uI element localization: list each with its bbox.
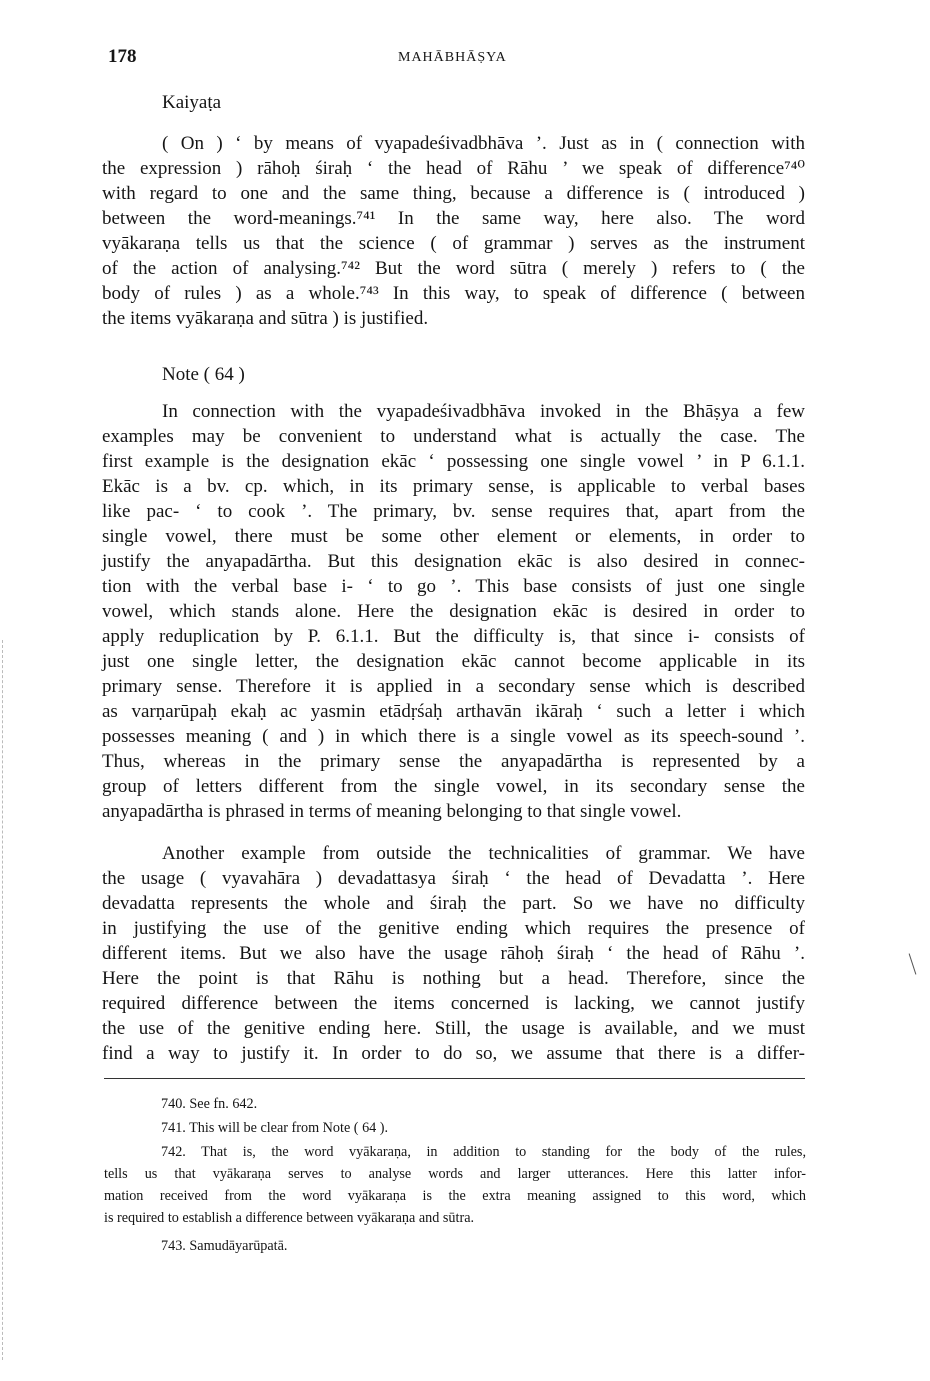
text-line: vowel, which stands alone. Here the designation ekāc is desired in order to	[102, 601, 805, 622]
text-line: in justifying the use of the genitive ending which requires the presence of	[102, 918, 805, 939]
text-line: Ekāc is a bv. cp. which, in its primary sense, is applicable to verbal bases	[102, 476, 805, 497]
text-line: first example is the designation ekāc ‘ possessing one single vowel ’ in P 6.1.1.	[102, 451, 805, 472]
text-line: single vowel, there must be some other element or elements, in order to	[102, 526, 805, 547]
text-line: of the action of analysing.⁷⁴² But the word sūtra ( merely ) refers to ( the	[102, 258, 805, 279]
text-line: the expression ) rāhoḥ śiraḥ ‘ the head of Rāhu ’ we speak of difference⁷⁴⁰	[102, 158, 805, 179]
footnote-line: 741. This will be clear from Note ( 64 ).	[161, 1120, 389, 1136]
text-line: examples may be convenient to understand what is actually the case. The	[102, 426, 805, 447]
text-line: primary sense. Therefore it is applied in a secondary sense which is described	[102, 676, 805, 697]
text-line: anyapadārtha is phrased in terms of meaning belonging to that single vowel.	[102, 801, 682, 822]
text-line: devadatta represents the whole and śiraḥ the part. So we have no difficulty	[102, 893, 805, 914]
page-header	[108, 46, 808, 70]
text-line: Here the point is that Rāhu is nothing but a head. Therefore, since the	[102, 968, 805, 989]
footnote-743	[104, 1235, 806, 1257]
note-paragraph-2	[102, 841, 805, 1066]
text-line: the items vyākaraṇa and sūtra ) is justified.	[102, 308, 429, 329]
note-paragraph-1	[102, 399, 805, 824]
text-line: find a way to justify it. In order to do so, we assume that there is a differ-	[102, 1043, 805, 1064]
footnote-740	[104, 1093, 806, 1115]
text-line: just one single letter, the designation ekāc cannot become applicable in its	[102, 651, 805, 672]
footnote-742	[104, 1141, 806, 1229]
text-line: Another example from outside the technicalities of grammar. We have	[162, 843, 805, 864]
text-line: the usage ( vyavahāra ) devadattasya śiraḥ ‘ the head of Devadatta ’. Here	[102, 868, 805, 889]
text-line: body of rules ) as a whole.⁷⁴³ In this way, to speak of difference ( between	[102, 283, 805, 304]
text-line: like pac- ‘ to cook ’. The primary, bv. sense requires that, apart from the	[102, 501, 805, 522]
text-line: apply reduplication by P. 6.1.1. But the difficulty is, that since i- consists of	[102, 626, 805, 647]
text-line: the use of the genitive ending here. Still, the usage is available, and we must	[102, 1018, 805, 1039]
text-line: ( On ) ‘ by means of vyapadeśivadbhāva ’. Just as in ( connection with	[162, 133, 805, 154]
running-title: MAHĀBHĀṢYA	[398, 50, 507, 65]
text-line: required difference between the items concerned is lacking, we cannot justify	[102, 993, 805, 1014]
text-line: group of letters different from the single vowel, in its secondary sense the	[102, 776, 805, 797]
text-line: tion with the verbal base i- ‘ to go ’. This base consists of just one single	[102, 576, 805, 597]
margin-mark	[909, 953, 917, 974]
kaiyata-paragraph	[102, 131, 805, 331]
note-heading: Note ( 64 )	[162, 364, 245, 385]
kaiyata-heading: Kaiyaṭa	[162, 92, 222, 113]
text-line: In connection with the vyapadeśivadbhāva invoked in the Bhāṣya a few	[162, 401, 805, 422]
text-line: vyākaraṇa tells us that the science ( of grammar ) serves as the instrument	[102, 233, 805, 254]
footnote-separator	[104, 1078, 805, 1079]
footnote-741	[104, 1117, 806, 1139]
text-line: Thus, whereas in the primary sense the anyapadārtha is represented by a	[102, 751, 805, 772]
footnote-line: 740. See fn. 642.	[161, 1096, 258, 1112]
footnote-line: 743. Samudāyarūpatā.	[161, 1238, 288, 1254]
text-line: as varṇarūpaḥ ekaḥ ac yasmin etādṛśaḥ arthavān ikāraḥ ‘ such a letter i which	[102, 701, 805, 722]
footnote-line: mation received from the word vyākaraṇa is the extra meaning assigned to this word, which	[104, 1188, 806, 1204]
text-line: different items. But we also have the usage rāhoḥ śiraḥ ‘ the head of Rāhu ’.	[102, 943, 805, 964]
text-line: between the word-meanings.⁷⁴¹ In the same way, here also. The word	[102, 208, 805, 229]
text-line: justify the anyapadārtha. But this designation ekāc is also desired in connec-	[102, 551, 805, 572]
text-line: possesses meaning ( and ) in which there is a single vowel as its speech-sound ’.	[102, 726, 805, 747]
page-number: 178	[108, 46, 137, 67]
footnote-line: tells us that vyākaraṇa serves to analyse words and larger utterances. Here this latter infor-	[104, 1166, 806, 1182]
footnote-line: 742. That is, the word vyākaraṇa, in addition to standing for the body of the rules,	[161, 1144, 806, 1160]
scan-edge	[2, 640, 4, 1360]
text-line: with regard to one and the same thing, because a difference is ( introduced )	[102, 183, 805, 204]
footnote-line: is required to establish a difference between vyākaraṇa and sūtra.	[104, 1210, 475, 1226]
